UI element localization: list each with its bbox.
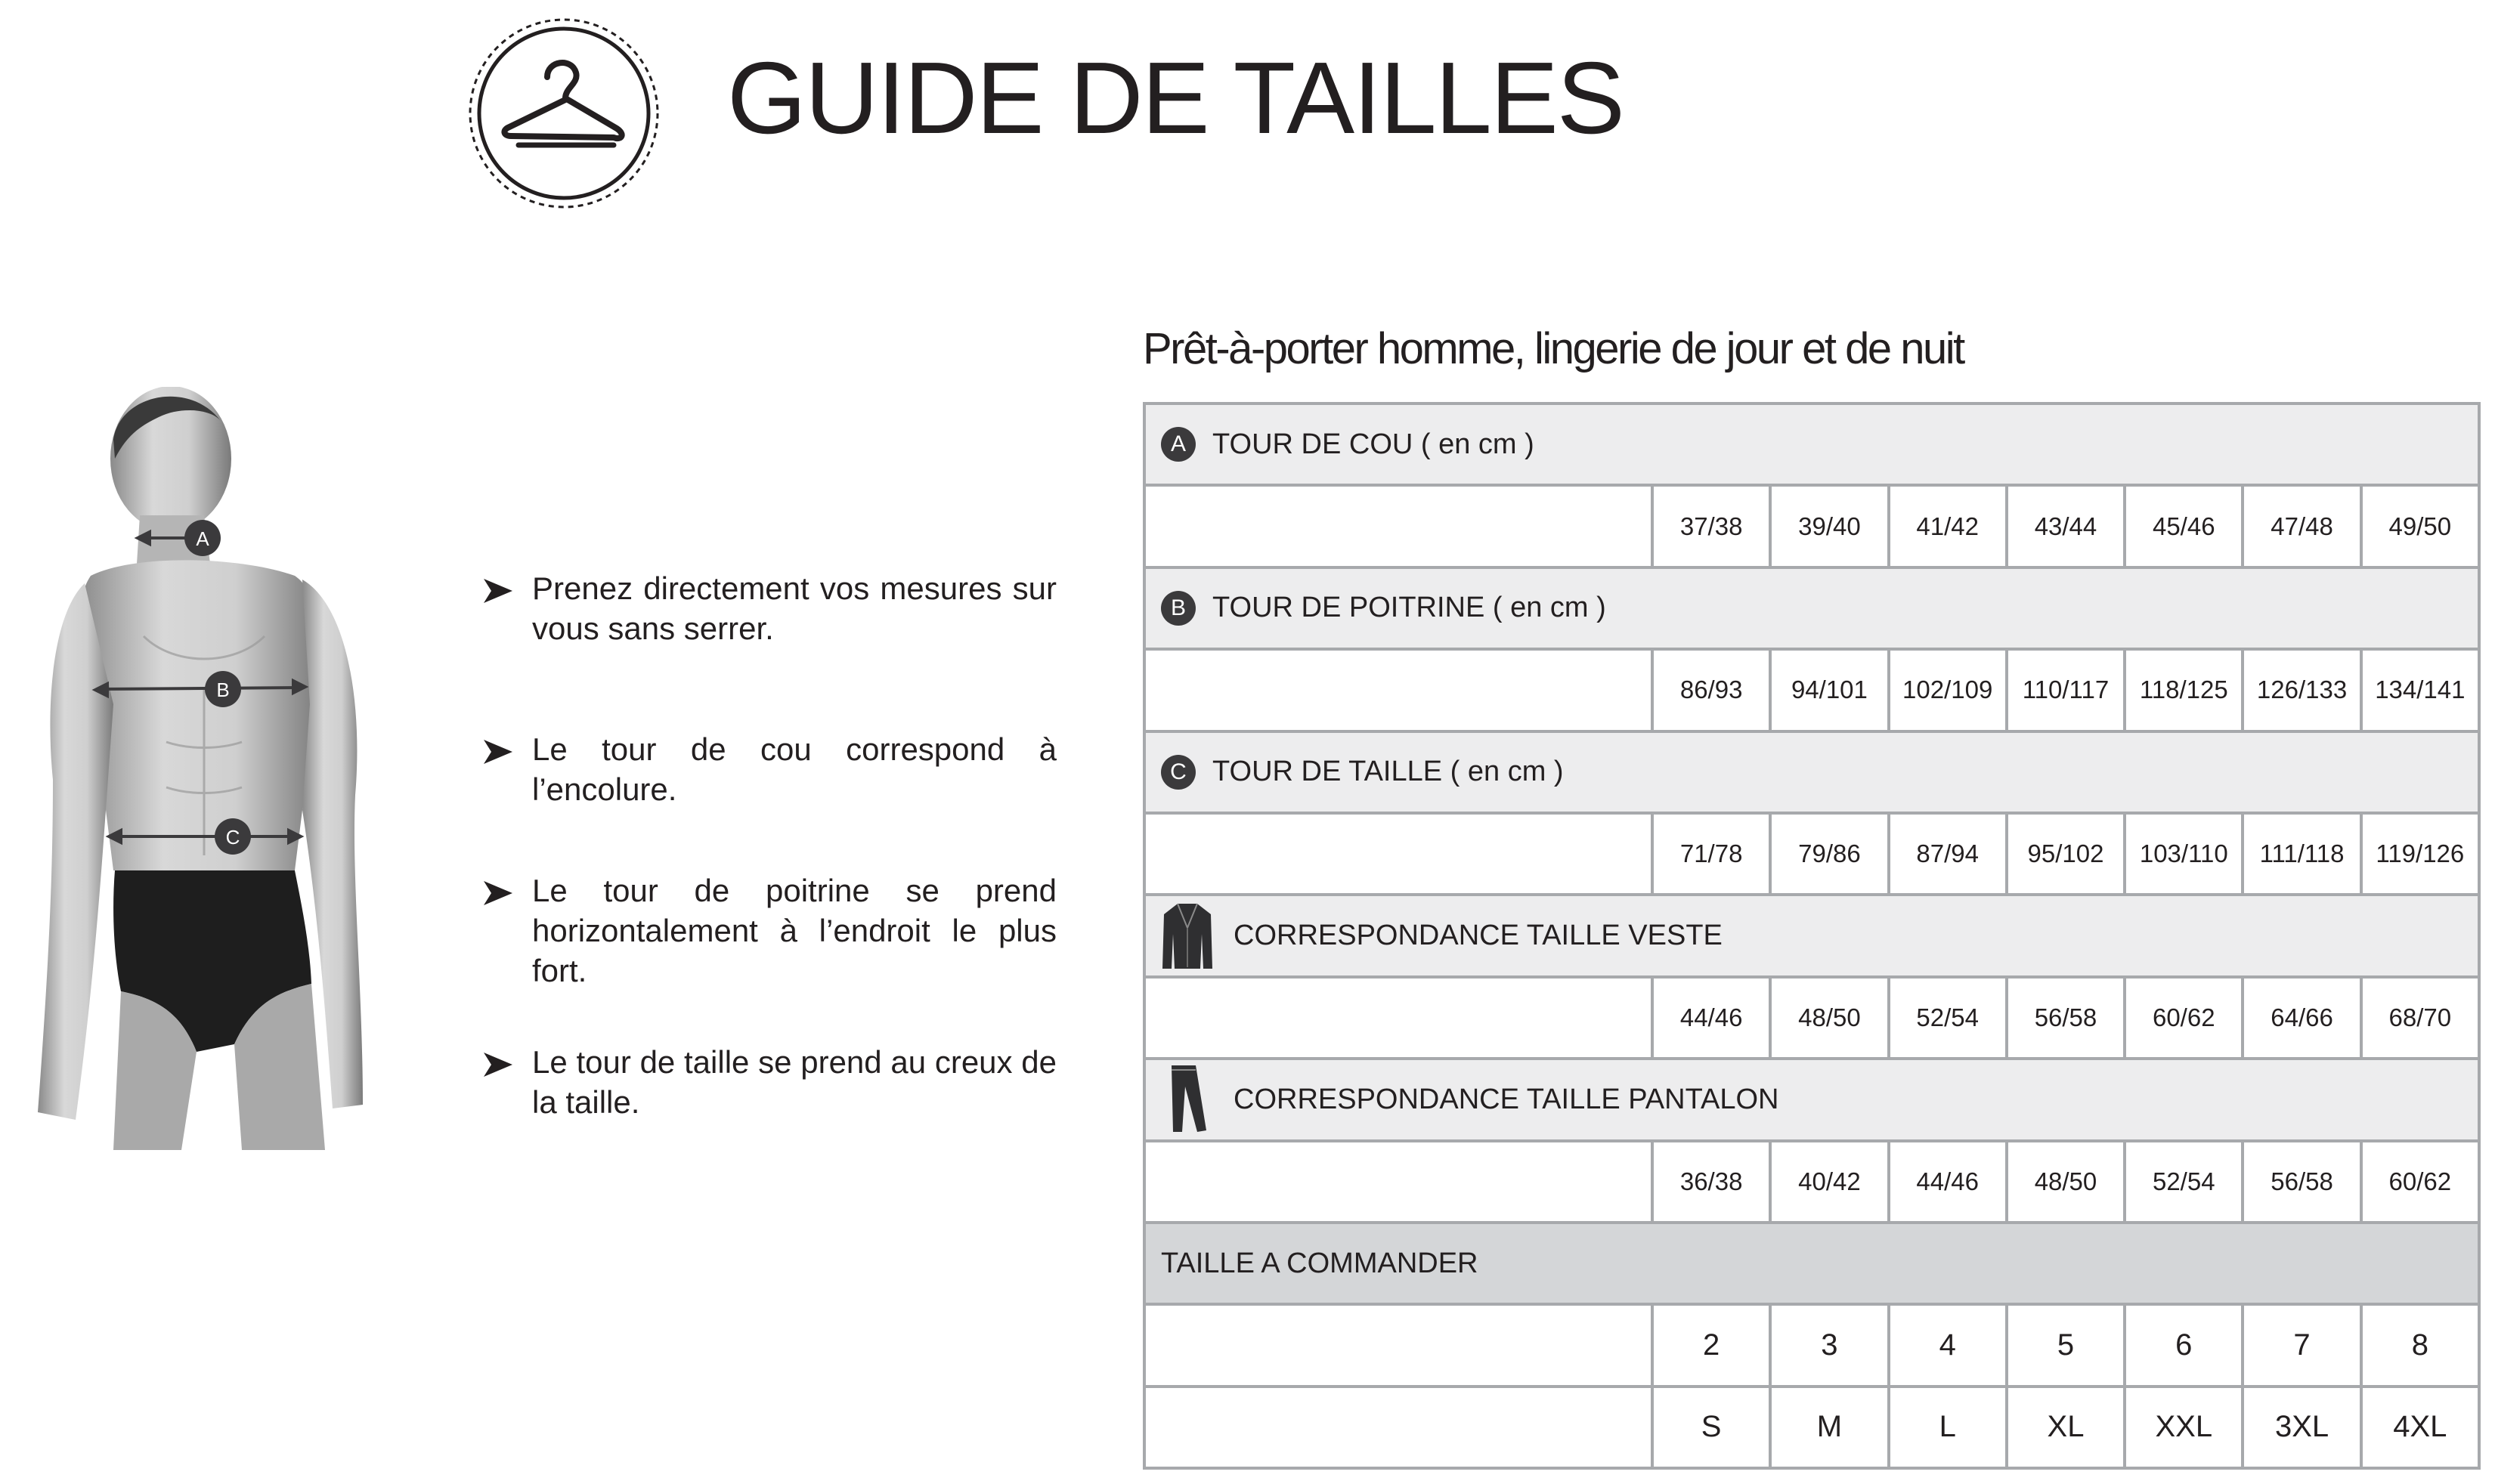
section-label: CORRESPONDANCE TAILLE PANTALON: [1234, 1083, 1779, 1115]
badge-a: A: [1161, 427, 1196, 462]
instruction-item: [476, 568, 1057, 648]
section-header-chest: [1144, 567, 2479, 649]
instruction-text: Prenez directement vos mesures sur vous sans serrer.: [532, 570, 1057, 646]
value-cell: 37/38: [1652, 485, 1770, 567]
value-cell: 111/118: [2243, 813, 2360, 895]
section-header-order: [1144, 1223, 2479, 1304]
measure-marker-b: [205, 671, 241, 707]
instruction-text: Le tour de poitrine se prend horizontalement à l’endroit le plus fort.: [532, 873, 1057, 988]
size-number-cell: 5: [2007, 1304, 2125, 1386]
value-cell: 118/125: [2125, 649, 2243, 731]
value-cell: 44/46: [1889, 1141, 2007, 1223]
empty-cell: [1144, 977, 1652, 1059]
page-title: GUIDE DE TAILLES: [727, 41, 1624, 155]
table-row: [1144, 649, 2479, 731]
size-letter-cell: XL: [2007, 1387, 2125, 1468]
section-header-waist: [1144, 731, 2479, 813]
value-cell: 94/101: [1770, 649, 1888, 731]
badge-b: B: [1161, 591, 1196, 626]
table-row: [1144, 977, 2479, 1059]
size-letter-cell: 4XL: [2361, 1387, 2479, 1468]
size-letter-cell: XXL: [2125, 1387, 2243, 1468]
section-label: TOUR DE TAILLE ( en cm ): [1212, 756, 1564, 788]
value-cell: 86/93: [1652, 649, 1770, 731]
value-cell: 41/42: [1889, 485, 2007, 567]
value-cell: 60/62: [2361, 1141, 2479, 1223]
empty-cell: [1144, 1387, 1652, 1468]
size-letter-cell: S: [1652, 1387, 1770, 1468]
measure-marker-c: [215, 818, 251, 855]
instruction-item: [476, 870, 1057, 991]
arrow-bullet-icon: [482, 1051, 514, 1078]
size-number-cell: 3: [1770, 1304, 1888, 1386]
badge-c: C: [1161, 755, 1196, 790]
table-row: [1144, 485, 2479, 567]
value-cell: 119/126: [2361, 813, 2479, 895]
section-header-jacket: [1144, 895, 2479, 976]
value-cell: 126/133: [2243, 649, 2360, 731]
value-cell: 39/40: [1770, 485, 1888, 567]
instruction-text: Le tour de cou correspond à l’encolure.: [532, 731, 1057, 807]
jacket-icon: [1161, 901, 1214, 972]
empty-cell: [1144, 813, 1652, 895]
section-label: TOUR DE COU ( en cm ): [1212, 428, 1534, 460]
size-number-cell: 8: [2361, 1304, 2479, 1386]
section-label: CORRESPONDANCE TAILLE VESTE: [1234, 920, 1723, 952]
empty-cell: [1144, 1304, 1652, 1386]
arrow-bullet-icon: [482, 880, 514, 907]
size-number-cell: 6: [2125, 1304, 2243, 1386]
size-letter-cell: L: [1889, 1387, 2007, 1468]
value-cell: 47/48: [2243, 485, 2360, 567]
svg-text:A: A: [196, 527, 209, 550]
value-cell: 79/86: [1770, 813, 1888, 895]
size-letter-cell: 3XL: [2243, 1387, 2360, 1468]
section-label: TOUR DE POITRINE ( en cm ): [1212, 592, 1606, 624]
size-letter-cell: M: [1770, 1387, 1888, 1468]
value-cell: 102/109: [1889, 649, 2007, 731]
value-cell: 56/58: [2243, 1141, 2360, 1223]
table-row: [1144, 813, 2479, 895]
instruction-item: [476, 1042, 1057, 1122]
svg-text:C: C: [225, 826, 240, 849]
section-header-trousers: [1144, 1059, 2479, 1140]
size-number-cell: 4: [1889, 1304, 2007, 1386]
value-cell: 40/42: [1770, 1141, 1888, 1223]
value-cell: 87/94: [1889, 813, 2007, 895]
table-row: [1144, 1304, 2479, 1386]
svg-text:B: B: [216, 679, 230, 701]
section-header-neck: [1144, 403, 2479, 485]
hanger-logo-icon: [466, 15, 662, 212]
size-table: [1143, 402, 2481, 1470]
value-cell: 134/141: [2361, 649, 2479, 731]
value-cell: 95/102: [2007, 813, 2125, 895]
size-number-cell: 2: [1652, 1304, 1770, 1386]
value-cell: 36/38: [1652, 1141, 1770, 1223]
trousers-icon: [1161, 1064, 1214, 1135]
instruction-item: [476, 729, 1057, 809]
value-cell: 64/66: [2243, 977, 2360, 1059]
size-number-cell: 7: [2243, 1304, 2360, 1386]
value-cell: 56/58: [2007, 977, 2125, 1059]
value-cell: 44/46: [1652, 977, 1770, 1059]
value-cell: 103/110: [2125, 813, 2243, 895]
value-cell: 43/44: [2007, 485, 2125, 567]
value-cell: 110/117: [2007, 649, 2125, 731]
empty-cell: [1144, 485, 1652, 567]
value-cell: 52/54: [2125, 1141, 2243, 1223]
value-cell: 48/50: [1770, 977, 1888, 1059]
table-row: [1144, 1387, 2479, 1468]
arrow-bullet-icon: [482, 577, 514, 604]
arrow-bullet-icon: [482, 738, 514, 765]
empty-cell: [1144, 1141, 1652, 1223]
value-cell: 71/78: [1652, 813, 1770, 895]
model-figure: [30, 387, 401, 1150]
table-subtitle: Prêt-à-porter homme, lingerie de jour et de nuit: [1143, 324, 1964, 373]
instruction-text: Le tour de taille se prend au creux de la taille.: [532, 1044, 1057, 1120]
value-cell: 52/54: [1889, 977, 2007, 1059]
empty-cell: [1144, 649, 1652, 731]
value-cell: 45/46: [2125, 485, 2243, 567]
measure-marker-a: [184, 520, 221, 556]
value-cell: 48/50: [2007, 1141, 2125, 1223]
value-cell: 49/50: [2361, 485, 2479, 567]
table-row: [1144, 1141, 2479, 1223]
value-cell: 68/70: [2361, 977, 2479, 1059]
value-cell: 60/62: [2125, 977, 2243, 1059]
section-label: TAILLE A COMMANDER: [1161, 1247, 1478, 1279]
